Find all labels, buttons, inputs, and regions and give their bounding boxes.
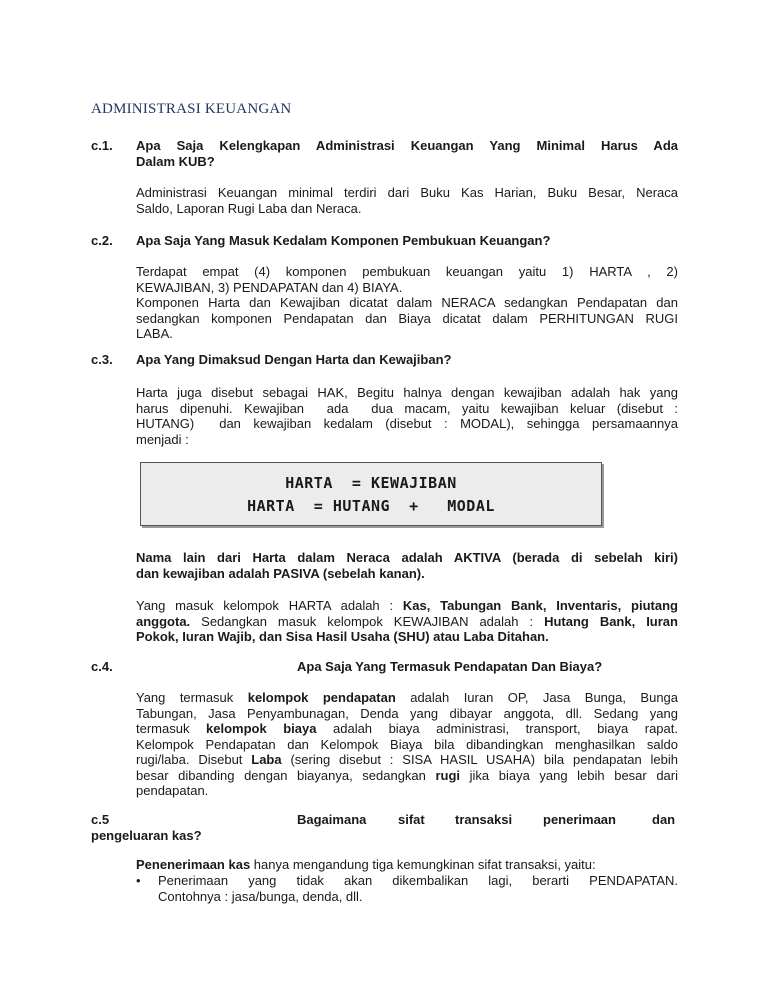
answer-line: Komponen Harta dan Kewajiban dicatat dalam NERACA sedangkan Pendapatan dan: [136, 295, 678, 310]
question-c2: Apa Saja Yang Masuk Kedalam Komponen Pembukuan Keuangan?: [136, 233, 551, 248]
answer-line: menjadi :: [136, 431, 189, 447]
question-line: Dalam KUB?: [136, 153, 215, 169]
item-number: c.1.: [91, 138, 113, 153]
answer-line: rugi/laba. Disebut Laba (sering disebut : SISA HASIL USAHA) bila pendapatan lebih: [136, 752, 679, 767]
question-word: penerimaan: [543, 812, 616, 827]
answer-line: Yang termasuk kelompok pendapatan adalah Iuran OP, Jasa Bunga, Bunga: [136, 690, 679, 705]
item-number: c.3.: [91, 352, 113, 367]
groups-line: Pokok, Iuran Wajib, dan Sisa Hasil Usaha (SHU) atau Laba Ditahan.: [136, 629, 549, 644]
question-word: Bagaimana: [297, 812, 367, 827]
answer-line: Kelompok Pendapatan dan Kelompok Biaya bila dibandingkan menghasilkan saldo: [136, 736, 678, 752]
list-item-text: [158, 873, 678, 904]
answer-c3: [136, 385, 678, 447]
answer-line: Saldo, Laporan Rugi Laba dan Neraca.: [136, 200, 362, 216]
question-word: sifat: [398, 812, 425, 827]
answer-line: Harta juga disebut sebagai HAK, Begitu halnya dengan kewajiban adalah hak yang: [136, 385, 678, 400]
equation-box: [140, 462, 602, 526]
list-line: Contohnya : jasa/bunga, denda, dll.: [158, 888, 363, 904]
penerimaan-intro: Penenerimaan kas hanya mengandung tiga kemungkinan sifat transaksi, yaitu:: [136, 857, 596, 872]
question-c1: [136, 138, 678, 169]
list-item: [136, 873, 678, 907]
bullet-icon: •: [136, 873, 141, 888]
answer-c1: [136, 185, 678, 216]
answer-line: termasuk kelompok biaya adalah biaya administrasi, transport, biaya rapat.: [136, 721, 678, 736]
answer-c2: [136, 264, 678, 342]
section-c4: [91, 659, 678, 679]
answer-line: HUTANG) dan kewajiban kedalam (disebut : MODAL), sehingga persamaannya: [136, 416, 678, 431]
question-word: transaksi: [455, 812, 513, 827]
item-number: c.4.: [91, 659, 113, 674]
section-c2: [91, 233, 678, 343]
groups-line: anggota. Sedangkan masuk kelompok KEWAJIBAN adalah : Hutang Bank, Iuran: [136, 613, 678, 629]
section-c3: [91, 352, 678, 452]
question-c3: Apa Yang Dimaksud Dengan Harta dan Kewajiban?: [136, 352, 452, 367]
answer-line: harus dipenuhi. Kewajiban ada dua macam, yaitu kewajiban keluar (disebut :: [136, 400, 678, 416]
aktiva-pasiva-note: [136, 550, 678, 581]
answer-line: Terdapat empat (4) komponen pembukuan keuangan yaitu 1) HARTA , 2): [136, 264, 678, 279]
section-c1: [91, 138, 678, 218]
section-c5: [91, 812, 678, 846]
equation-line-2: HARTA = HUTANG + MODAL: [247, 497, 495, 515]
question-c4: Apa Saja Yang Termasuk Pendapatan Dan Biaya?: [297, 659, 603, 674]
note-line: Nama lain dari Harta dalam Neraca adalah AKTIVA (berada di sebelah kiri): [136, 550, 678, 565]
answer-line: sedangkan komponen Pendapatan dan Biaya dicatat dalam PERHITUNGAN RUGI: [136, 310, 678, 326]
item-number: c.2.: [91, 233, 113, 248]
harta-kewajiban-groups: [136, 598, 678, 645]
item-number: c.5: [91, 812, 110, 827]
question-word: dan: [652, 812, 676, 827]
answer-line: Administrasi Keuangan minimal terdiri dari Buku Kas Harian, Buku Besar, Neraca: [136, 185, 678, 200]
note-line: dan kewajiban adalah PASIVA (sebelah kanan).: [136, 565, 425, 581]
section-heading: ADMINISTRASI KEUANGAN: [91, 101, 292, 117]
groups-line: Yang masuk kelompok HARTA adalah : Kas, Tabungan Bank, Inventaris, piutang: [136, 598, 678, 613]
answer-line: KEWAJIBAN, 3) PENDAPATAN dan 4) BIAYA.: [136, 279, 403, 295]
answer-line: besar dibanding dengan biayanya, sedangkan rugi jika biaya yang lebih besar dari: [136, 767, 679, 783]
list-line: Penerimaan yang tidak akan dikembalikan lagi, berarti PENDAPATAN.: [158, 873, 678, 888]
answer-line: LABA.: [136, 326, 173, 341]
question-line: pengeluaran kas?: [91, 828, 202, 843]
question-line: Apa Saja Kelengkapan Administrasi Keuangan Yang Minimal Harus Ada: [136, 138, 678, 153]
equation-line-1: HARTA = KEWAJIBAN: [285, 474, 457, 492]
answer-line: Tabungan, Jasa Penyambunagan, Denda yang dibayar anggota, dll. Sedang yang: [136, 705, 678, 721]
answer-c4: [136, 690, 678, 799]
answer-line: pendapatan.: [136, 783, 209, 798]
